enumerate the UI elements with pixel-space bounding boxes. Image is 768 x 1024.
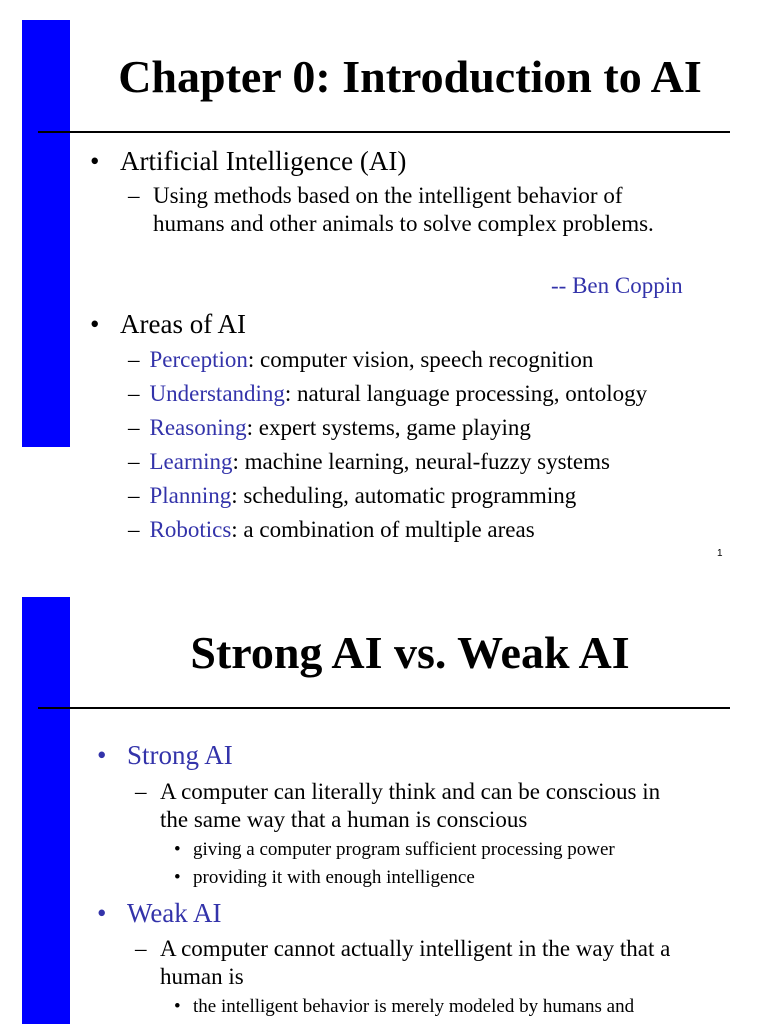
slide-2 bbox=[0, 580, 768, 1024]
attribution: -- Ben Coppin bbox=[551, 273, 683, 298]
bullet-icon: • bbox=[90, 309, 100, 339]
slide-accent-bar bbox=[22, 20, 70, 447]
bullet-icon: • bbox=[90, 146, 100, 176]
title-divider bbox=[38, 707, 730, 709]
slide-accent-bar bbox=[22, 597, 70, 1024]
area-item bbox=[128, 516, 535, 544]
sub-point: the intelligent behavior is merely modeled by humans and bbox=[193, 996, 635, 1017]
dash-icon: – bbox=[128, 415, 140, 440]
bullet-icon: • bbox=[174, 839, 181, 860]
dash-icon: – bbox=[135, 936, 147, 961]
dash-icon: – bbox=[128, 483, 140, 508]
area-description: : expert systems, game playing bbox=[246, 415, 531, 440]
page-number: 1 bbox=[717, 548, 723, 559]
dash-icon: – bbox=[128, 183, 140, 208]
area-item bbox=[128, 482, 576, 510]
slide-title: Chapter 0: Introduction to AI bbox=[118, 51, 702, 102]
area-item bbox=[128, 346, 593, 374]
definition-line: human is bbox=[160, 964, 244, 989]
area-term: Planning bbox=[149, 483, 232, 508]
sub-point: giving a computer program sufficient processing power bbox=[193, 839, 615, 860]
area-term: Perception bbox=[149, 347, 248, 372]
bullet-icon: • bbox=[97, 740, 107, 770]
definition-line: humans and other animals to solve complex problems. bbox=[153, 211, 654, 236]
slide-title: Strong AI vs. Weak AI bbox=[190, 627, 630, 678]
area-item bbox=[128, 414, 531, 442]
weak-ai-heading: Weak AI bbox=[127, 898, 222, 928]
bullet-areas-heading: Areas of AI bbox=[120, 309, 246, 339]
area-term: Learning bbox=[149, 449, 233, 474]
area-description: : a combination of multiple areas bbox=[231, 517, 535, 542]
bullet-ai-heading: Artificial Intelligence (AI) bbox=[120, 146, 407, 176]
area-term: Understanding bbox=[149, 381, 285, 406]
area-description: : machine learning, neural-fuzzy systems bbox=[232, 449, 610, 474]
strong-ai-heading: Strong AI bbox=[127, 740, 233, 770]
area-description: : scheduling, automatic programming bbox=[231, 483, 577, 508]
area-item bbox=[128, 380, 647, 408]
dash-icon: – bbox=[128, 347, 140, 372]
area-term: Reasoning bbox=[149, 415, 247, 440]
definition-line: A computer cannot actually intelligent in the way that a bbox=[160, 936, 671, 961]
bullet-icon: • bbox=[174, 867, 181, 888]
area-item bbox=[128, 448, 610, 476]
dash-icon: – bbox=[128, 449, 140, 474]
dash-icon: – bbox=[128, 381, 140, 406]
definition-line: A computer can literally think and can be conscious in bbox=[160, 779, 661, 804]
definition-line: Using methods based on the intelligent behavior of bbox=[153, 183, 623, 208]
definition-line: the same way that a human is conscious bbox=[160, 807, 528, 832]
sub-point: providing it with enough intelligence bbox=[193, 867, 475, 888]
title-divider bbox=[38, 131, 730, 133]
dash-icon: – bbox=[128, 517, 140, 542]
dash-icon: – bbox=[135, 779, 147, 804]
area-term: Robotics bbox=[149, 517, 232, 542]
area-description: : natural language processing, ontology bbox=[284, 381, 648, 406]
bullet-icon: • bbox=[174, 996, 181, 1017]
area-description: : computer vision, speech recognition bbox=[247, 347, 594, 372]
bullet-icon: • bbox=[97, 898, 107, 928]
